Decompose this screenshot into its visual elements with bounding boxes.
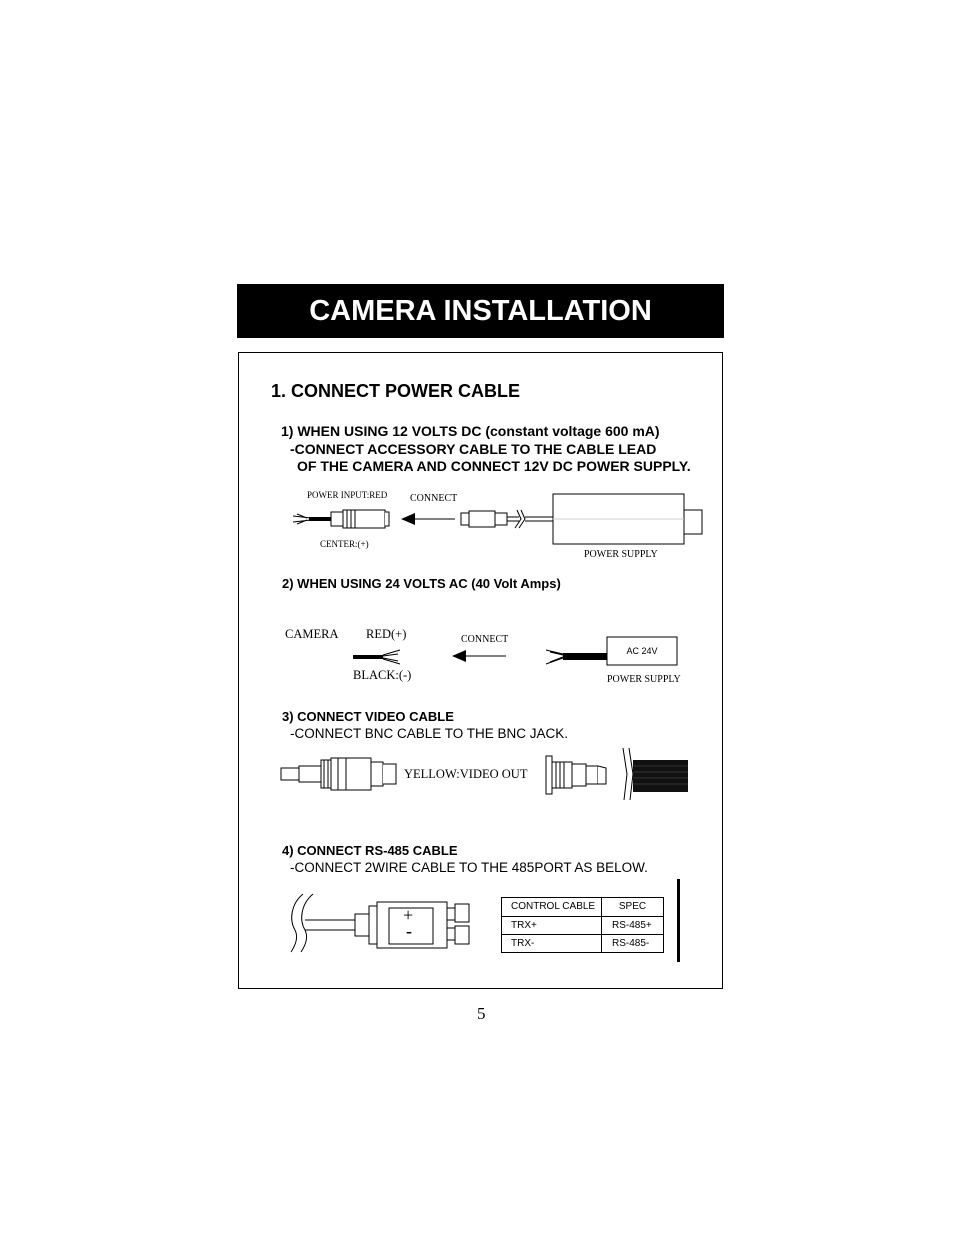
camera-cable — [309, 517, 331, 521]
page-number: 5 — [477, 1004, 486, 1023]
label-red: RED(+) — [366, 627, 407, 641]
section-title: 1. CONNECT POWER CABLE — [271, 381, 521, 401]
table-cell-trx-minus: TRX- — [502, 935, 602, 952]
bnc-cable — [633, 760, 688, 792]
table-cell-rs485-minus: RS-485- — [612, 938, 650, 949]
table-row — [502, 917, 663, 935]
table-header-row — [502, 898, 663, 917]
label-black: BLACK:(-) — [353, 668, 412, 682]
step4-line1: -CONNECT 2WIRE CABLE TO THE 485PORT AS BELOW. — [290, 860, 648, 875]
label-power-supply-1: POWER SUPPLY — [584, 549, 658, 560]
port-minus: - — [406, 921, 412, 941]
dc-connection-diagram — [285, 488, 715, 548]
camera-wire-ends — [293, 514, 311, 524]
table-header-spec: SPEC — [618, 901, 647, 912]
step2-heading: 2) WHEN USING 24 VOLTS AC (40 Volt Amps) — [282, 576, 561, 591]
step1-line2: OF THE CAMERA AND CONNECT 12V DC POWER SUPPLY. — [297, 458, 691, 474]
label-power-supply-2: POWER SUPPLY — [607, 674, 681, 685]
step3-heading: 3) CONNECT VIDEO CABLE — [282, 709, 454, 724]
step1-line1: -CONNECT ACCESSORY CABLE TO THE CABLE LEAD — [290, 441, 657, 457]
table-cell-trx-plus: TRX+ — [502, 917, 602, 934]
label-center: CENTER:(+) — [320, 539, 369, 549]
page-title: CAMERA INSTALLATION — [309, 295, 652, 327]
step1-heading: 1) WHEN USING 12 VOLTS DC (constant voltage 600 mA) — [281, 423, 660, 439]
supply-ac-wire — [546, 650, 607, 664]
step3-line1: -CONNECT BNC CABLE TO THE BNC JACK. — [290, 726, 569, 741]
port-plus: + — [403, 905, 414, 925]
supply-plug — [461, 510, 553, 528]
camera-ac-wire — [353, 650, 400, 664]
table-cell-rs485-plus: RS-485+ — [612, 920, 652, 931]
table-row — [502, 935, 663, 952]
power-supply-box — [553, 494, 702, 544]
label-yellow: YELLOW:VIDEO OUT — [404, 767, 528, 781]
label-connect-2: CONNECT — [461, 634, 509, 645]
rs485-spec-table — [501, 897, 664, 953]
table-header-control-cable: CONTROL CABLE — [502, 898, 602, 916]
label-camera: CAMERA — [285, 627, 339, 641]
rs485-wires — [291, 894, 355, 952]
label-connect-1: CONNECT — [410, 493, 458, 504]
step4-heading: 4) CONNECT RS-485 CABLE — [282, 843, 458, 858]
dc-plug — [331, 510, 389, 528]
bnc-connection-diagram — [278, 744, 698, 804]
connect-arrow-2 — [452, 650, 506, 662]
label-power-input: POWER INPUT:RED — [307, 490, 388, 500]
label-ac24v: AC 24V — [626, 646, 658, 656]
vertical-rule — [677, 879, 680, 962]
rs485-port-diagram — [285, 890, 485, 960]
bnc-jack — [281, 758, 396, 790]
connect-arrow-1 — [401, 513, 455, 525]
bnc-plug — [546, 748, 633, 800]
